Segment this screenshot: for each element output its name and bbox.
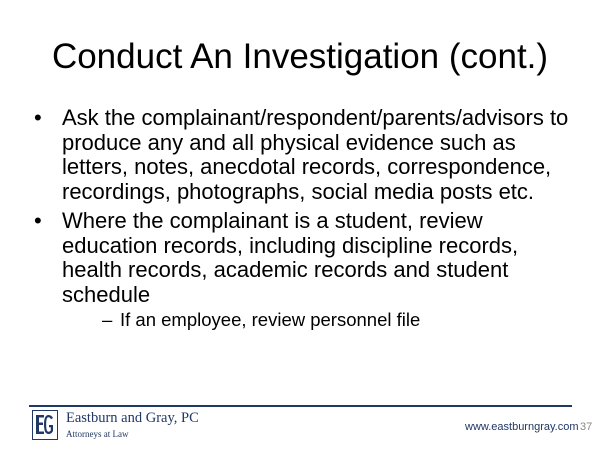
footer-divider <box>29 405 572 407</box>
website-link[interactable]: www.eastburngray.com <box>465 421 579 433</box>
bullet-marker: • <box>34 105 42 130</box>
firm-name: Eastburn and Gray, PC <box>66 410 199 426</box>
sub-bullet-marker: – <box>102 309 113 330</box>
sub-bullet-item-employee <box>62 309 570 331</box>
slide-title: Conduct An Investigation (cont.) <box>51 37 549 76</box>
sub-bullet-text: If an employee, review personnel file <box>120 309 421 330</box>
bullet-item-evidence <box>30 106 570 204</box>
firm-tagline: Attorneys at Law <box>66 429 129 439</box>
page-number: 37 <box>580 421 593 433</box>
bullet-item-records <box>30 209 570 331</box>
eg-monogram-icon <box>33 411 56 438</box>
bullet-text: Where the complainant is a student, review education records, including discipline records, health records, academic records and student schedule <box>62 208 519 307</box>
bullet-list <box>30 106 570 336</box>
bullet-marker: • <box>34 208 42 233</box>
bullet-text: Ask the complainant/respondent/parents/advisors to produce any and all physical evidence such as letters, notes, anecdotal records, correspondence, recordings, photographs, social media posts etc. <box>62 105 569 204</box>
firm-logo <box>32 410 58 440</box>
